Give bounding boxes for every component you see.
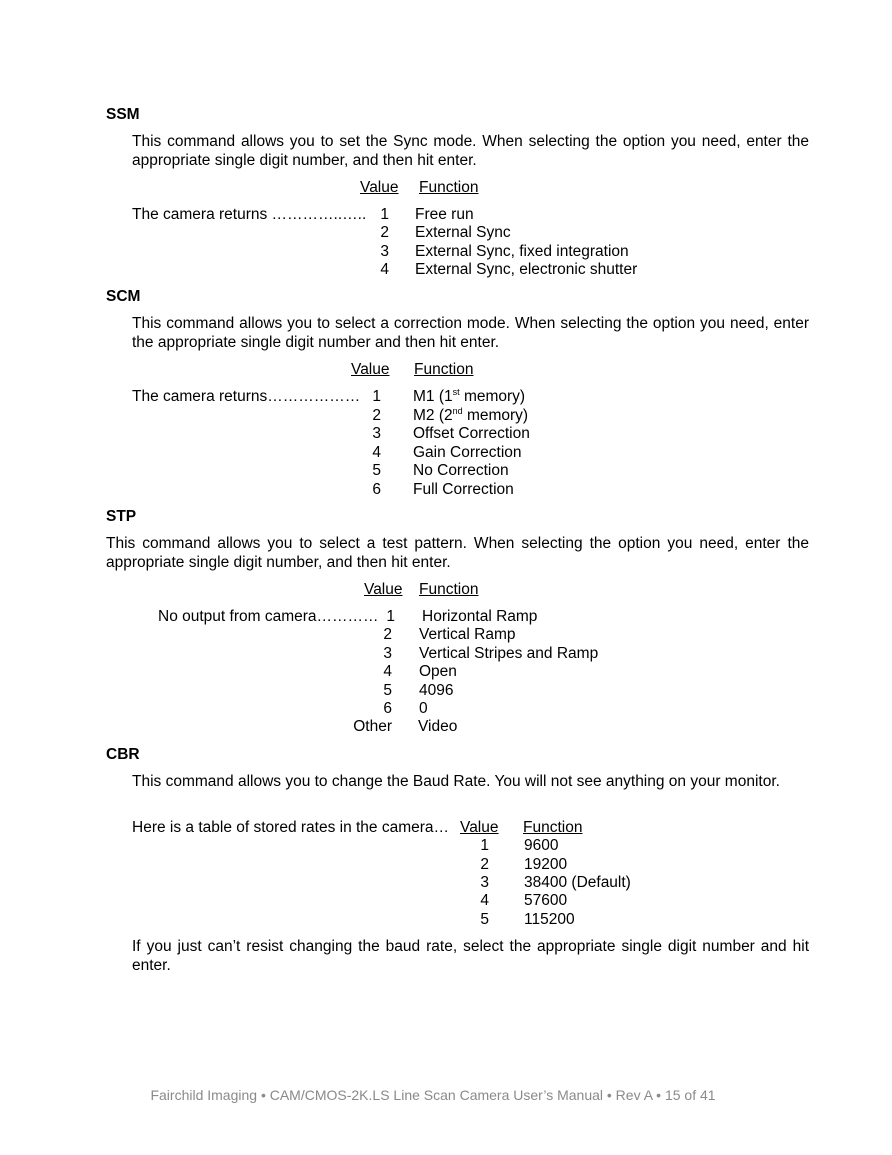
ssm-row-function: Free run (415, 206, 474, 223)
cbr-function-header: Function (523, 819, 583, 836)
stp-row-value: 1 (386, 608, 395, 625)
cbr-table-intro: Here is a table of stored rates in the camera… (132, 819, 450, 836)
ssm-row-value: 1 (380, 206, 389, 223)
cbr-row-function: 9600 (524, 837, 559, 854)
cbr-row-value: 4 (480, 892, 489, 909)
scm-row-value: 3 (372, 425, 381, 442)
ssm-row-value: 3 (380, 243, 389, 260)
stp-row-value: 2 (383, 626, 392, 643)
cbr-row-function: 38400 (Default) (524, 874, 631, 891)
cbr-description: This command allows you to change the Baud Rate. You will not see anything on your monitor. (132, 773, 780, 790)
scm-row-value: 6 (372, 481, 381, 498)
scm-row-function: M1 (1st memory) (413, 387, 526, 405)
ssm-heading: SSM (106, 106, 140, 123)
cbr-closing-paragraph: If you just can’t resist changing the baud rate, select the appropriate single digit number and hit enter. (132, 938, 809, 974)
scm-function-header: Function (414, 361, 474, 378)
scm-row-value: 2 (372, 407, 381, 424)
scm-description: This command allows you to select a correction mode. When selecting the option you need, enter the appropriate single digit number and then hit enter. (132, 315, 809, 351)
scm-returns-label: The camera returns……………… (132, 388, 361, 405)
scm-row-function: M2 (2nd memory) (413, 406, 529, 424)
scm-row-function: No Correction (413, 462, 509, 479)
ssm-row-function: External Sync, electronic shutter (415, 261, 638, 278)
stp-row-value: 6 (383, 700, 392, 717)
scm-row-function: Full Correction (413, 481, 514, 498)
ssm-function-header: Function (419, 179, 479, 196)
cbr-row-value: 2 (480, 856, 489, 873)
stp-row-value: Other (353, 718, 392, 735)
ssm-row-function: External Sync (415, 224, 511, 241)
cbr-row-function: 19200 (524, 856, 568, 873)
cbr-heading: CBR (106, 746, 140, 763)
stp-row-function: Video (418, 718, 458, 735)
stp-row-function: Vertical Ramp (419, 626, 516, 643)
stp-row-value: 3 (383, 645, 392, 662)
stp-function-header: Function (419, 581, 479, 598)
scm-row-function: Gain Correction (413, 444, 522, 461)
scm-heading: SCM (106, 288, 141, 305)
scm-value-header: Value (351, 361, 390, 378)
cbr-row-value: 3 (480, 874, 489, 891)
stp-row-value: 5 (383, 682, 392, 699)
stp-row-function: Vertical Stripes and Ramp (419, 645, 599, 662)
stp-row-value: 4 (383, 663, 392, 680)
ssm-returns-label: The camera returns …………..….. (132, 206, 367, 223)
stp-returns-label: No output from camera………… (158, 608, 379, 625)
scm-row-value: 4 (372, 444, 381, 461)
ssm-row-value: 4 (380, 261, 389, 278)
stp-row-function: 0 (419, 700, 428, 717)
stp-row-function: 4096 (419, 682, 454, 699)
cbr-row-value: 1 (480, 837, 489, 854)
scm-row-value: 5 (372, 462, 381, 479)
ssm-row-value: 2 (380, 224, 389, 241)
ssm-row-function: External Sync, fixed integration (415, 243, 629, 260)
stp-description: This command allows you to select a test pattern. When selecting the option you need, enter the appropriate single digit number, and then hit enter. (106, 535, 809, 571)
stp-row-function: Open (419, 663, 457, 680)
cbr-value-header: Value (460, 819, 499, 836)
ssm-value-header: Value (360, 179, 399, 196)
ssm-description: This command allows you to set the Sync mode. When selecting the option you need, enter the appropriate single digit number, and then hit enter. (132, 133, 809, 169)
scm-row-function: Offset Correction (413, 425, 530, 442)
stp-row-function: Horizontal Ramp (422, 608, 538, 625)
stp-value-header: Value (364, 581, 403, 598)
scm-row-value: 1 (372, 388, 381, 405)
cbr-row-function: 115200 (524, 911, 575, 928)
cbr-row-value: 5 (480, 911, 489, 928)
stp-heading: STP (106, 508, 137, 525)
page-footer: Fairchild Imaging • CAM/CMOS-2K.LS Line Scan Camera User’s Manual • Rev A • 15 of 41 (150, 1087, 716, 1103)
cbr-row-function: 57600 (524, 892, 568, 909)
